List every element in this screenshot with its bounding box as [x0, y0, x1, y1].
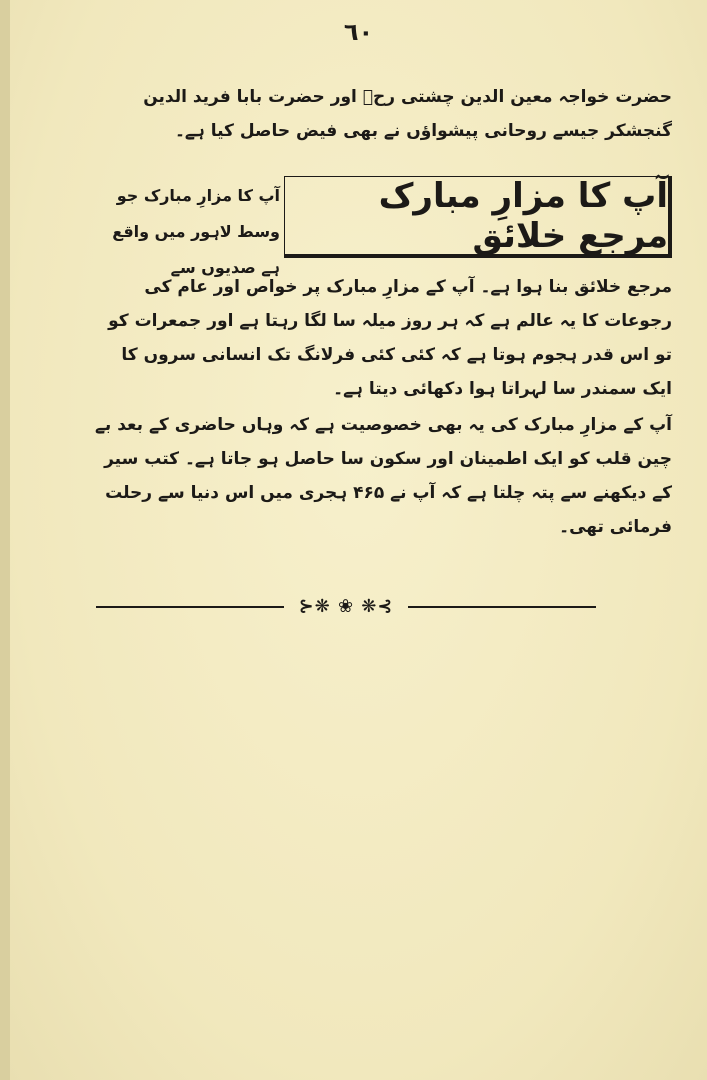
section-heading-side-text: آپ کا مزارِ مبارک جو وسط لاہور میں واقع ہے صدیوں سے [112, 186, 280, 277]
paragraph-intro: حضرت خواجہ معین الدین چشتی رحؒ اور حضرت بابا فرید الدین گنجشکر جیسے روحانی پیشواؤں نے بھی فیض حاصل کیا ہے۔ [143, 87, 672, 141]
divider-ornament-icon: ⊱❋ ❀ ❋⊰ [298, 596, 394, 617]
paragraph-peace: آپ کے مزارِ مبارک کی یہ بھی خصوصیت ہے کہ وہاں حاضری کے بعد بے چین قلب کو ایک اطمینان اور سکون سا حاصل ہو جاتا ہے۔ کتب سیر کے دیکھنے سے پتہ چلتا ہے کہ آپ نے ۴۶۵ ہجری میں اس دنیا سے رحلت فرمائی تھی۔ [94, 415, 672, 537]
page-number: ٦٠ [343, 18, 374, 46]
section-heading-box [284, 176, 672, 258]
section-divider [96, 592, 596, 622]
divider-line-right [408, 606, 596, 608]
divider-line-left [96, 606, 284, 608]
paragraph-shrine: مرجع خلائق بنا ہوا ہے۔ آپ کے مزارِ مبارک پر خواص اور عام کی رجوعات کا یہ عالم ہے کہ ہر روز میلہ سا لگا رہتا ہے اور جمعرات کو تو اس قدر ہجوم ہوتا ہے کہ کئی کئی فرلانگ تک انسانی سروں کا ایک سمندر سا لہراتا ہوا دکھائی دیتا ہے۔ [108, 277, 672, 399]
section-heading-block [92, 175, 672, 277]
section-heading-title: آپ کا مزارِ مبارک مرجع خلائق [378, 175, 668, 256]
